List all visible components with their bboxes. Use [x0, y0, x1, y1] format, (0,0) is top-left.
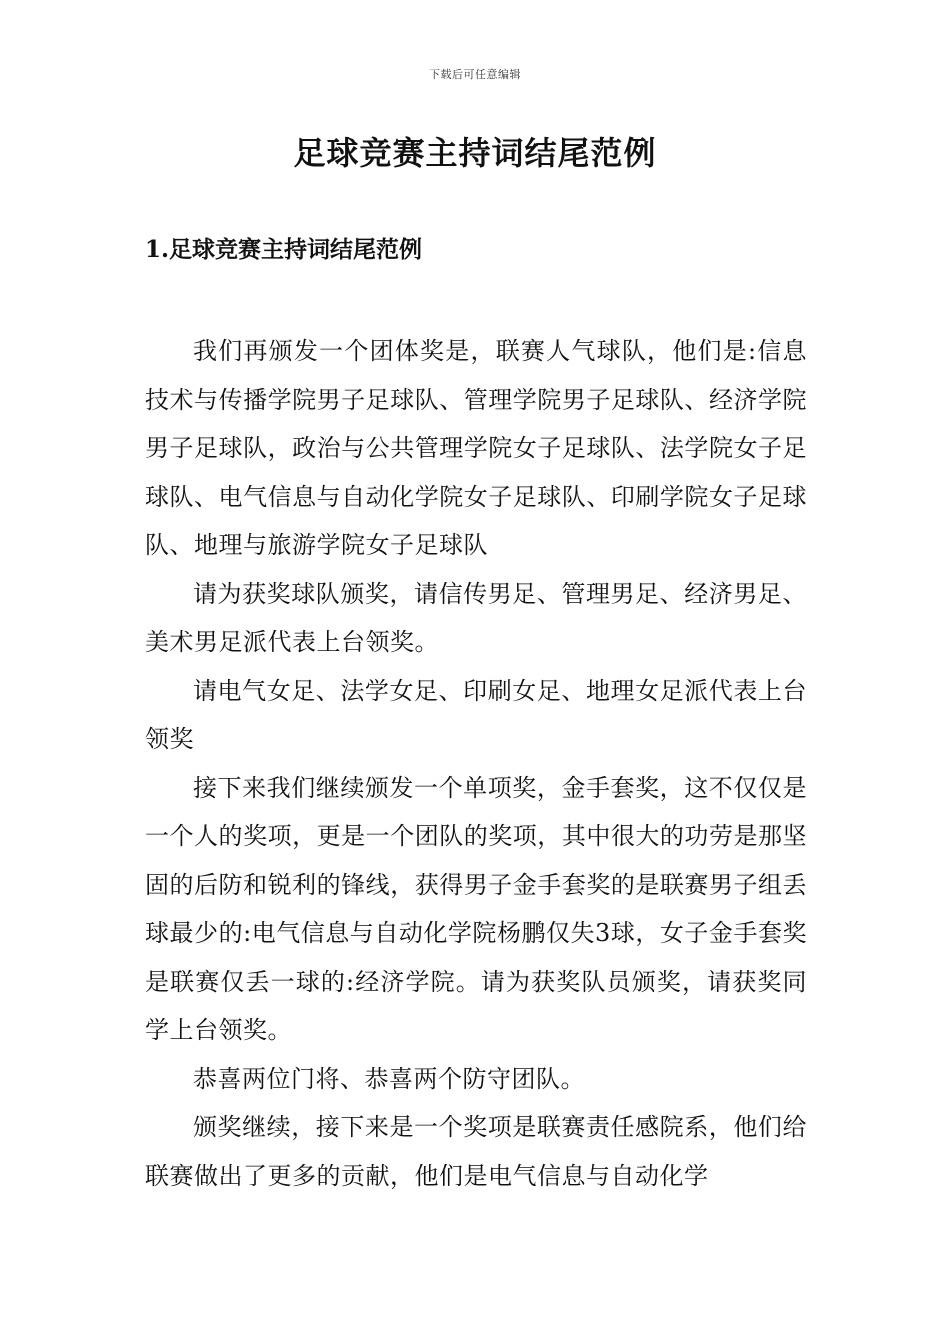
- paragraph-responsibility-award: 颁奖继续，接下来是一个奖项是联赛责任感院系，他们给联赛做出了更多的贡献，他们是电气信息与自动化学: [145, 1113, 807, 1190]
- section-heading: 1.足球竞赛主持词结尾范例: [145, 236, 423, 263]
- paragraph-golden-glove: 接下来我们继续颁发一个单项奖，金手套奖，这不仅仅是一个人的奖项，更是一个团队的奖项，其中很大的功劳是那坚固的后防和锐利的锋线，获得男子金手套奖的是联赛男子组丢球最少的:电气信息与自动化学院杨鹏仅失3球，女子金手套奖是联赛仅丢一球的:经济学院。请为获奖队员颁奖，请获奖同学上台领奖。: [145, 773, 807, 1044]
- document-title: 足球竞赛主持词结尾范例: [293, 134, 657, 172]
- document-body: [145, 327, 807, 1200]
- header-note: 下载后可任意编辑: [429, 68, 521, 81]
- paragraph-congratulations: 恭喜两位门将、恭喜两个防守团队。: [193, 1064, 585, 1093]
- paragraph-team-award: 我们再颁发一个团体奖是，联赛人气球队，他们是:信息技术与传播学院男子足球队、管理学院男子足球队、经济学院男子足球队，政治与公共管理学院女子足球队、法学院女子足球队、电气信息与自动化学院女子足球队、印刷学院女子足球队、地理与旅游学院女子足球队: [145, 337, 807, 559]
- paragraph-men-teams-receive: 请为获奖球队颁奖，请信传男足、管理男足、经济男足、美术男足派代表上台领奖。: [145, 579, 807, 656]
- paragraph-women-teams-receive: 请电气女足、法学女足、印刷女足、地理女足派代表上台领奖: [145, 676, 807, 753]
